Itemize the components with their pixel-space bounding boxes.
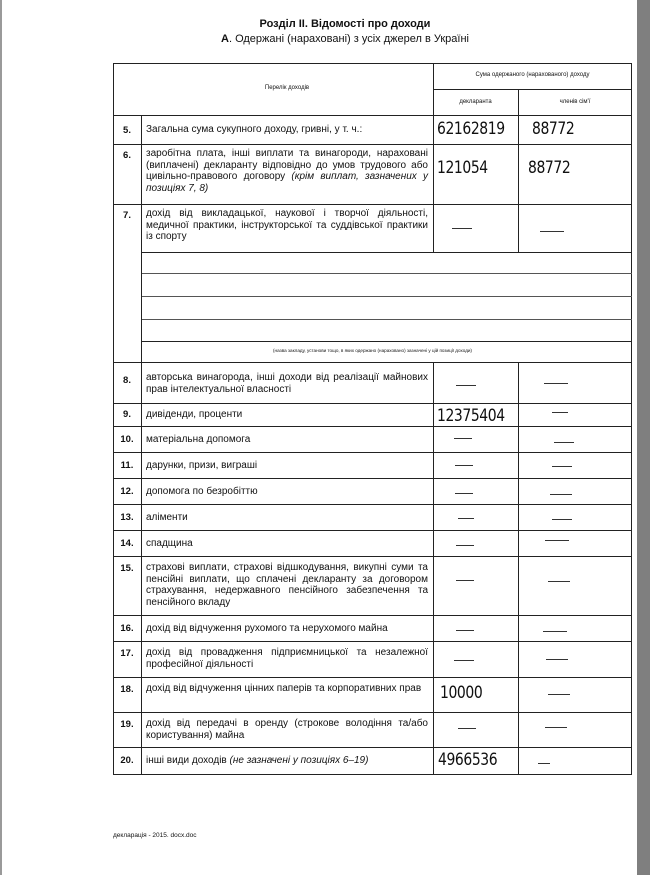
row-text-main: заробітна плата, інші виплати та винагороди, нараховані (виплачені) декларанту відповідно до умов трудового або цивільно-правового договору [146, 148, 428, 182]
row-line [113, 504, 632, 505]
row-line [113, 403, 632, 404]
declarant-value: 121054 [437, 158, 488, 178]
row-line [141, 252, 632, 253]
fill-line [141, 296, 632, 297]
row7-note: (назва закладу, установи тощо, в яких одержано (нараховано) зазначені у цій позиції доходи) [273, 348, 472, 353]
row-number: 18. [120, 684, 134, 695]
row-text: дохід від відчуження рухомого та нерухомого майна [146, 623, 388, 634]
row-number: 6. [123, 150, 131, 161]
page-left-edge [0, 0, 2, 875]
empty-dash [538, 763, 550, 764]
declarant-header: декларанта [459, 99, 492, 105]
empty-dash [548, 581, 570, 582]
row-line [113, 478, 632, 479]
row-text: дохід від передачі в оренду (строкове володіння та/або користування) майна [146, 718, 428, 741]
row-number: 5. [123, 125, 131, 136]
row-text: матеріальна допомога [146, 434, 251, 445]
row-text [146, 755, 428, 767]
empty-dash [456, 630, 474, 631]
row-line [113, 426, 632, 427]
empty-dash [548, 694, 570, 695]
empty-dash [456, 385, 476, 386]
empty-dash [455, 465, 473, 466]
page-right-edge [637, 0, 650, 875]
row-line [113, 144, 632, 145]
empty-dash [544, 383, 568, 384]
family-column-line [518, 89, 519, 252]
row-text-main: інші види доходів [146, 755, 227, 766]
declarant-value: 62162819 [437, 119, 505, 139]
family-header: членів сім'ї [559, 99, 591, 105]
row-text: допомога по безробіттю [146, 486, 258, 497]
empty-dash [543, 631, 567, 632]
declarant-column-line [433, 362, 434, 775]
row-line [113, 615, 632, 616]
declarant-value: 4966536 [438, 750, 498, 770]
subtitle-letter: А [221, 33, 229, 45]
row-number: 19. [120, 719, 134, 730]
list-header: Перелік доходів [264, 85, 310, 91]
row-text: дарунки, призи, виграші [146, 460, 258, 471]
empty-dash [540, 231, 564, 232]
empty-dash [552, 519, 572, 520]
row-number: 8. [123, 375, 131, 386]
row-text: дохід від провадження підприємницької та незалежної професійної діяльності [146, 647, 428, 670]
section-title: Розділ ІІ. Відомості про доходи [259, 18, 431, 30]
row-number: 12. [120, 486, 134, 497]
empty-dash [454, 660, 474, 661]
subtitle-text: . Одержані (нараховані) з усіх джерел в Україні [228, 33, 469, 45]
row-number: 11. [120, 460, 134, 471]
header-bottom-line [113, 115, 632, 116]
declarant-value: 12375404 [437, 406, 505, 426]
empty-dash [458, 728, 476, 729]
row-line [113, 677, 632, 678]
row-line [113, 712, 632, 713]
row-text: дохід від викладацької, наукової і творчої діяльності, медичної практики, інструкторської та суддівської практики із спорту [146, 208, 428, 242]
header-split-line [433, 89, 632, 90]
fill-line [141, 273, 632, 274]
fill-line [141, 319, 632, 320]
row-text: аліменти [146, 512, 188, 523]
document-footer: декларація - 2015. docx.doc [113, 832, 197, 839]
empty-dash [452, 228, 472, 229]
row-number: 13. [120, 512, 134, 523]
section-subtitle [60, 33, 630, 45]
row-number: 10. [120, 434, 134, 445]
row-line [113, 747, 632, 748]
row-text: страхові виплати, страхові відшкодування, викупні суми та пенсійні виплати, що сплачені декларанту за договором страхування, недержавного пенсійного забезпечення та пенсійного вкладу [146, 562, 428, 608]
row-line [113, 530, 632, 531]
row-text: авторська винагорода, інші доходи від реалізації майнових прав інтелектуальної власності [146, 372, 428, 395]
empty-dash [545, 727, 567, 728]
row-line [113, 556, 632, 557]
sum-header: Сума одержаного (нарахованого) доходу [475, 72, 590, 78]
row-text: Загальна сума сукупного доходу, гривні, у т. ч.: [146, 124, 363, 135]
empty-dash [456, 545, 474, 546]
fill-line [141, 341, 632, 342]
row-line [113, 452, 632, 453]
family-value: 88772 [528, 158, 571, 178]
empty-dash [552, 466, 572, 467]
empty-dash [456, 580, 474, 581]
row-number: 20. [120, 755, 134, 766]
row-number: 14. [120, 538, 134, 549]
row-number: 16. [120, 623, 134, 634]
empty-dash [550, 494, 572, 495]
num-column-line [141, 115, 142, 775]
row-line [113, 641, 632, 642]
row-text-italic: (крім виплат, зазначених у позиціях 7, 8) [146, 171, 429, 194]
declarant-value: 10000 [440, 683, 483, 703]
row-number: 15. [120, 563, 134, 574]
declarant-column-line [433, 63, 434, 252]
row-line [113, 362, 632, 363]
row-number: 7. [123, 210, 131, 221]
row-text [146, 148, 428, 194]
empty-dash [554, 442, 574, 443]
row-number: 9. [123, 409, 131, 420]
empty-dash [458, 518, 474, 519]
row-number: 17. [120, 648, 134, 659]
family-value: 88772 [532, 119, 575, 139]
row-text: дохід від відчуження цінних паперів та корпоративних прав [146, 683, 422, 694]
empty-dash [455, 493, 473, 494]
family-column-line [518, 362, 519, 775]
empty-dash [546, 659, 568, 660]
empty-dash [545, 540, 569, 541]
row-text: дивіденди, проценти [146, 409, 243, 420]
row-text-italic: (не зазначені у позиціях 6–19) [229, 755, 369, 766]
row-text: спадщина [146, 538, 193, 549]
empty-dash [552, 412, 568, 413]
row-line [113, 204, 632, 205]
empty-dash [454, 438, 472, 439]
